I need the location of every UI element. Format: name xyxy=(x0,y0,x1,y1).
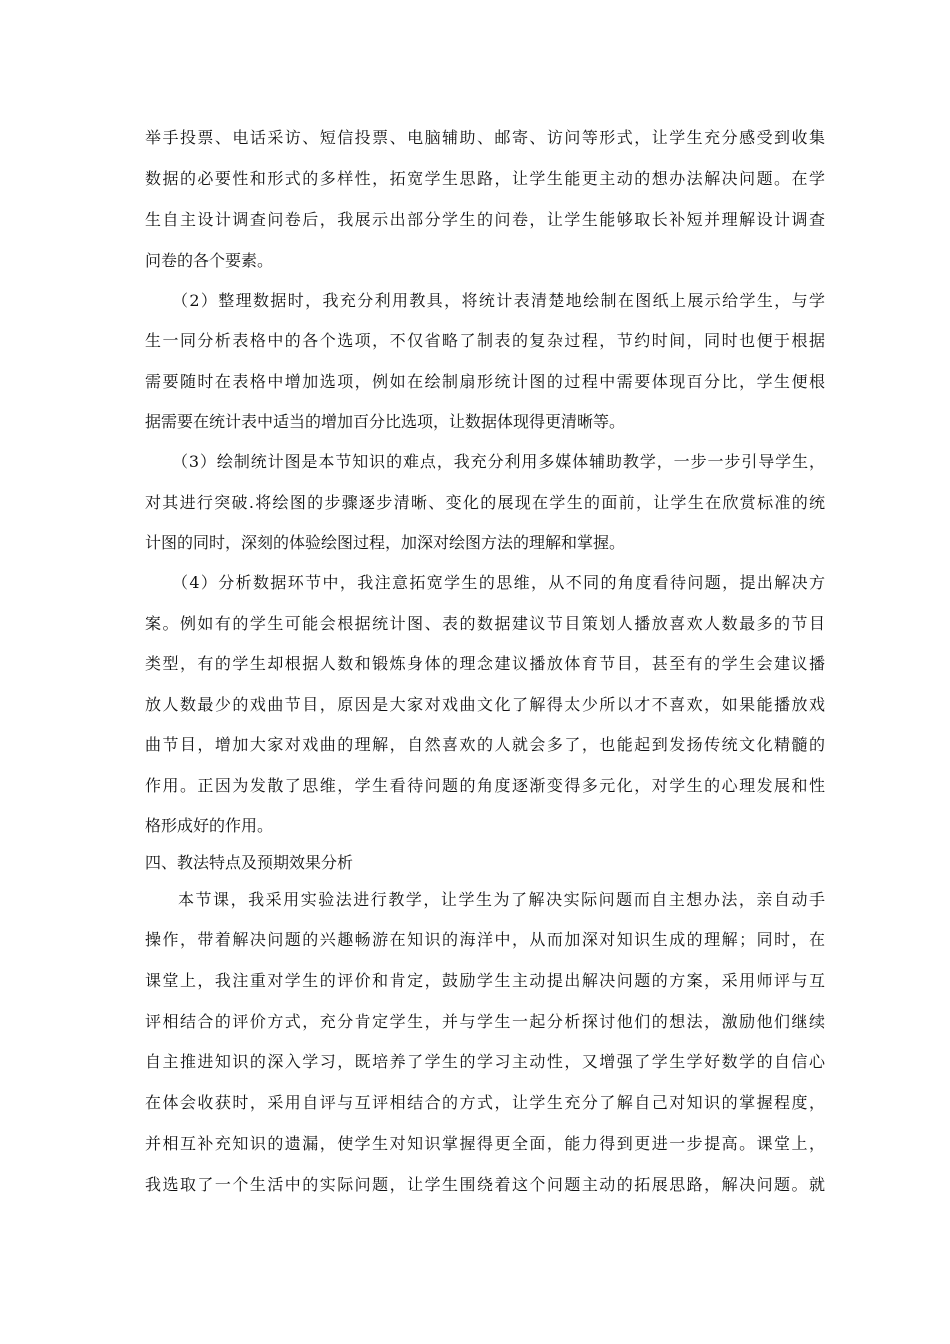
text-line: 在体会收获时，采用自评与互评相结合的方式，让学生充分了解自己对知识的掌握程度， xyxy=(145,1093,825,1112)
text-line: 并相互补充知识的遗漏，使学生对知识掌握得更全面，能力得到更进一步提高。课堂上， xyxy=(145,1134,825,1153)
text-line: 计图的同时，深刻的体验绘图过程，加深对绘图方法的理解和掌握。 xyxy=(145,533,626,552)
text-line: 曲节目，增加大家对戏曲的理解，自然喜欢的人就会多了，也能起到发扬传统文化精髓的 xyxy=(145,735,825,754)
paragraph-3-start: （3）绘制统计图是本节知识的难点，我充分利用多媒体辅助教学，一步一步引导学生， xyxy=(172,452,825,471)
text-line: 放人数最少的戏曲节目，原因是大家对戏曲文化了解得太少所以才不喜欢，如果能播放戏 xyxy=(145,695,825,714)
text-line: 格形成好的作用。 xyxy=(145,816,274,835)
text-line: 案。例如有的学生可能会根据统计图、表的数据建议节目策划人播放喜欢人数最多的节目 xyxy=(145,614,825,633)
text-line: 数据的必要性和形式的多样性，拓宽学生思路，让学生能更主动的想办法解决问题。在学 xyxy=(145,169,825,188)
text-line: 课堂上，我注重对学生的评价和肯定，鼓励学生主动提出解决问题的方案，采用师评与互 xyxy=(145,971,825,990)
text-line: 评相结合的评价方式，充分肯定学生，并与学生一起分析探讨他们的想法，激励他们继续 xyxy=(145,1012,825,1031)
paragraph-2-start: （2）整理数据时，我充分利用教具，将统计表清楚地绘制在图纸上展示给学生，与学 xyxy=(172,291,825,310)
text-line: 生自主设计调查问卷后，我展示出部分学生的问卷，让学生能够取长补短并理解设计调查 xyxy=(145,210,825,229)
text-line: 生一同分析表格中的各个选项，不仅省略了制表的复杂过程，节约时间，同时也便于根据 xyxy=(145,331,825,350)
text-line: 问卷的各个要素。 xyxy=(145,251,274,270)
text-line: 自主推进知识的深入学习，既培养了学生的学习主动性，又增强了学生学好数学的自信心 xyxy=(145,1052,825,1071)
text-line: 作用。正因为发散了思维，学生看待问题的角度逐渐变得多元化，对学生的心理发展和性 xyxy=(145,776,825,795)
text-line: 需要随时在表格中增加选项，例如在绘制扇形统计图的过程中需要体现百分比，学生便根 xyxy=(145,372,825,391)
text-line: 类型，有的学生却根据人数和锻炼身体的理念建议播放体育节目，甚至有的学生会建议播 xyxy=(145,654,825,673)
text-line: 举手投票、电话采访、短信投票、电脑辅助、邮寄、访问等形式，让学生充分感受到收集 xyxy=(145,128,825,147)
text-line: 我选取了一个生活中的实际问题，让学生围绕着这个问题主动的拓展思路，解决问题。就 xyxy=(145,1175,825,1194)
text-line: 操作，带着解决问题的兴趣畅游在知识的海洋中，从而加深对知识生成的理解；同时，在 xyxy=(145,930,825,949)
paragraph-4-start: （4）分析数据环节中，我注意拓宽学生的思维，从不同的角度看待问题，提出解决方 xyxy=(172,573,825,592)
text-line: 据需要在统计表中适当的增加百分比选项，让数据体现得更清晰等。 xyxy=(145,412,626,431)
section-heading: 四、教法特点及预期效果分析 xyxy=(145,853,354,872)
paragraph-5-start: 本节课，我采用实验法进行教学，让学生为了解决实际问题而自主想办法，亲自动手 xyxy=(178,890,825,909)
text-line: 对其进行突破.将绘图的步骤逐步清晰、变化的展现在学生的面前，让学生在欣赏标准的统 xyxy=(145,493,825,512)
